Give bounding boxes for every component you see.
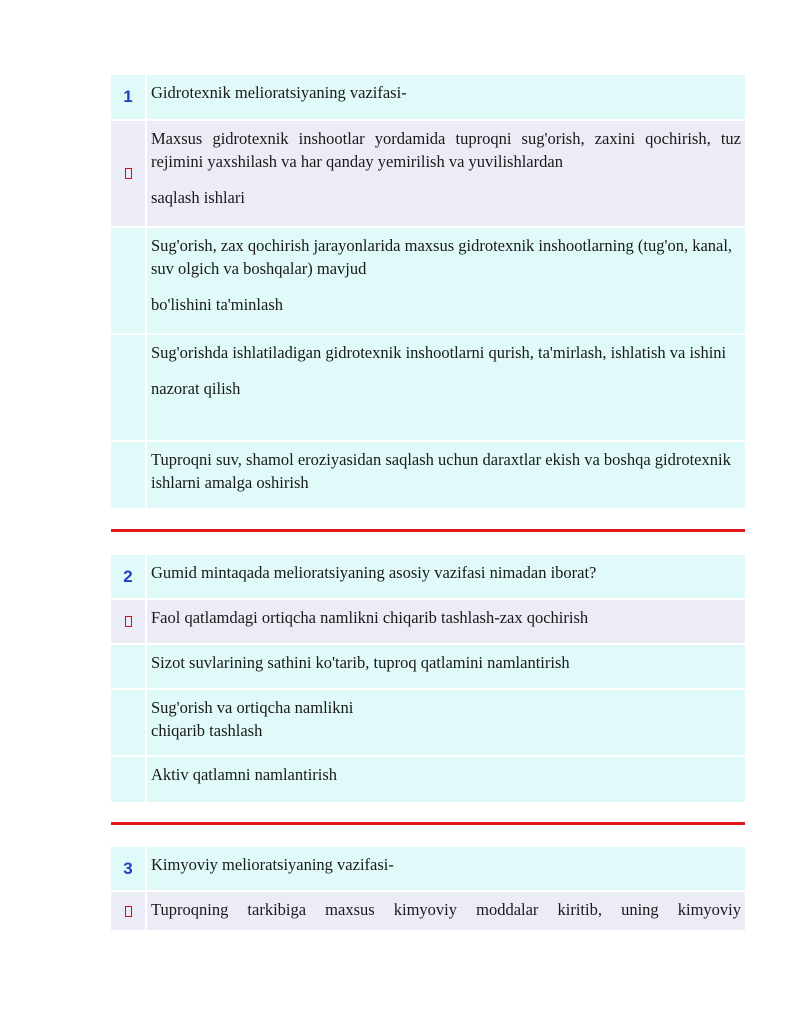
option-line: Tuproqning tarkibiga maxsus kimyoviy moddalar kiritib, uning kimyoviy [151,900,741,919]
option-marker-empty [111,335,147,440]
option-marker-empty [111,757,147,802]
option-text [147,645,745,688]
option-marker-empty [111,442,147,508]
option-marker-empty [111,645,147,688]
option-text [147,121,745,226]
question-row [111,555,745,600]
option-row[interactable] [111,228,745,335]
option-line: bo'lishini ta'minlash [151,295,283,314]
correct-answer-marker [111,892,147,930]
question-separator [111,529,745,532]
marker-box-icon [125,906,132,917]
option-line: Sug'orish va ortiqcha namlikni [151,698,354,717]
question-number: 2 [111,555,147,598]
option-text [147,335,745,440]
option-row[interactable] [111,600,745,645]
question-text-line: Gidrotexnik melioratsiyaning vazifasi- [151,83,407,102]
option-row[interactable] [111,757,745,804]
option-text [147,442,745,508]
option-marker-empty [111,228,147,333]
question-text [147,75,745,119]
marker-box-icon [125,616,132,627]
question-text-line: Gumid mintaqada melioratsiyaning asosiy vazifasi nimadan iborat? [151,563,597,582]
option-text [147,757,745,802]
option-text [147,892,745,930]
option-line: saqlash ishlari [151,188,245,207]
option-row[interactable] [111,892,745,932]
marker-box-icon [125,168,132,179]
option-text [147,690,745,755]
option-line: Maxsus gidrotexnik inshootlar yordamida tuproqni sug'orish, zaxini qochirish, tuz rejimini yaxshilash va har qanday yemirilish va yuvilishlardan [151,129,741,171]
option-line: chiqarib tashlash [151,721,263,740]
option-line: Sug'orish, zax qochirish jarayonlarida maxsus gidrotexnik inshootlarning (tug'on, kanal, suv olgich va boshqalar) mavjud [151,236,733,278]
option-line: Tuproqni suv, shamol eroziyasidan saqlash uchun daraxtlar ekish va boshqa gidrotexnik ishlarni amalga oshirish [151,450,731,492]
question-text-line: Kimyoviy melioratsiyaning vazifasi- [151,855,394,874]
question-block-1 [111,75,745,510]
option-text [147,228,745,333]
correct-answer-marker [111,600,147,643]
option-row[interactable] [111,442,745,510]
correct-answer-marker [111,121,147,226]
question-number: 1 [111,75,147,119]
question-number: 3 [111,847,147,890]
question-row [111,847,745,892]
option-text [147,600,745,643]
option-row[interactable] [111,121,745,228]
option-row[interactable] [111,690,745,757]
option-row[interactable] [111,645,745,690]
question-text [147,847,745,890]
option-row[interactable] [111,335,745,442]
option-line: Aktiv qatlamni namlantirish [151,765,338,784]
option-marker-empty [111,690,147,755]
question-separator [111,822,745,825]
question-block-2 [111,555,745,804]
option-line: nazorat qilish [151,379,241,398]
question-text [147,555,745,598]
option-line: Sizot suvlarining sathini ko'tarib, tuproq qatlamini namlantirish [151,653,570,672]
option-line: Faol qatlamdagi ortiqcha namlikni chiqarib tashlash-zax qochirish [151,608,589,627]
option-line: Sug'orishda ishlatiladigan gidrotexnik inshootlarni qurish, ta'mirlash, ishlatish va ishini [151,343,727,362]
question-row [111,75,745,121]
question-block-3 [111,847,745,932]
